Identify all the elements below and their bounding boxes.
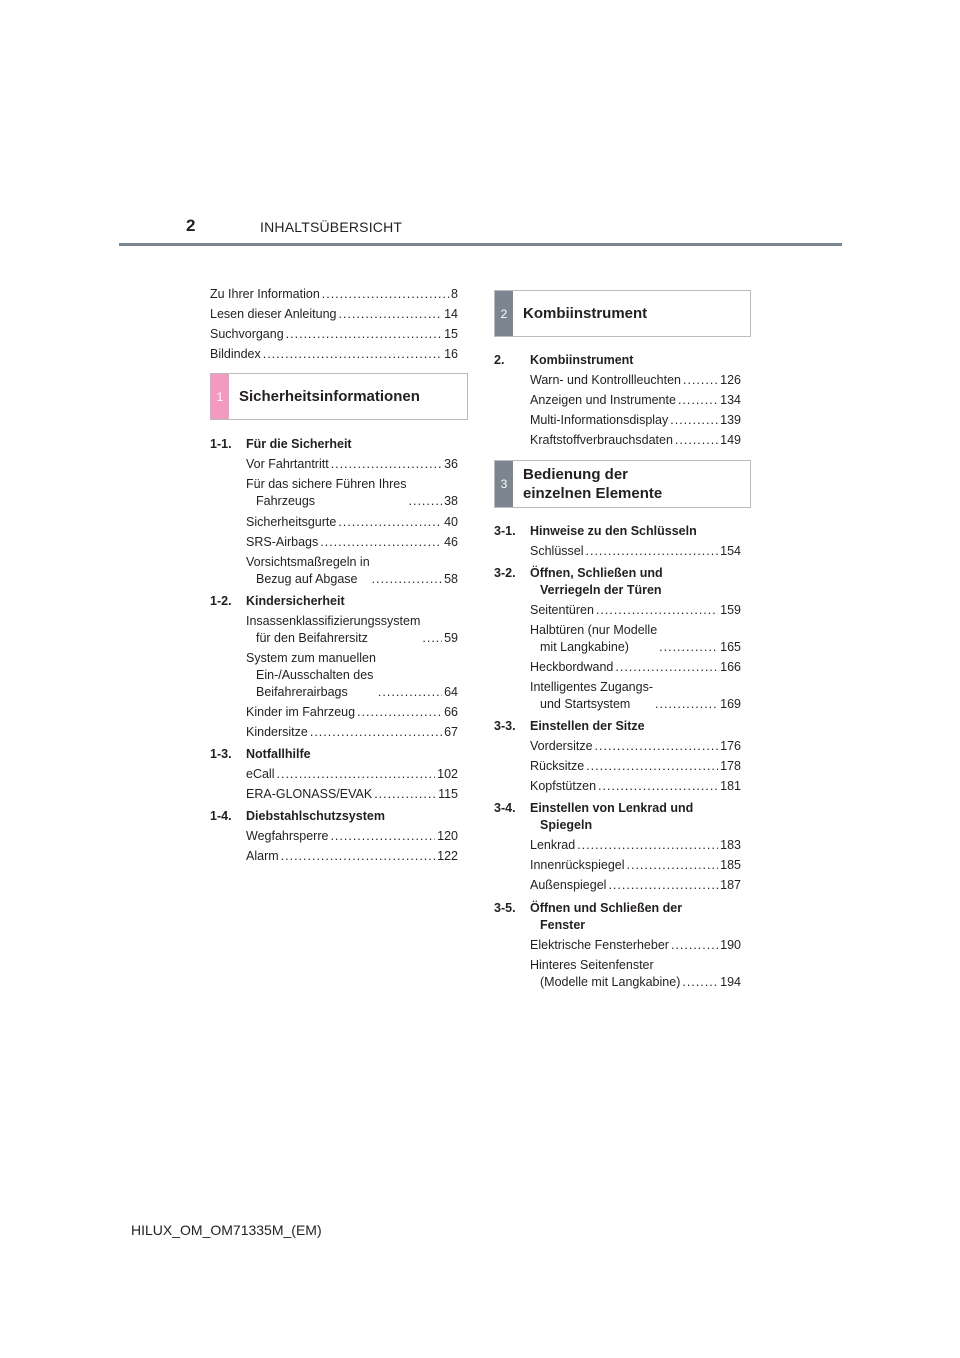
section-heading: 3-5. Öffnen und Schließen der Fenster xyxy=(494,901,683,932)
toc-entry-label: Bildindex xyxy=(210,347,261,361)
toc-entry[interactable]: eCall ..... 102 xyxy=(246,766,458,783)
toc-entry[interactable] xyxy=(210,326,458,343)
section-heading: 2. Kombiinstrument xyxy=(494,353,634,367)
section-heading: 3-2. Öffnen, Schließen und Verriegeln der Türen xyxy=(494,566,663,597)
toc-entry[interactable]: Kraftstoffverbrauchsdaten ..... 149 xyxy=(530,432,741,449)
toc-entry[interactable]: Heckbordwand ..... 166 xyxy=(530,659,741,676)
toc-entry-label: Zu Ihrer Information xyxy=(210,287,320,301)
toc-entry[interactable]: Insassenklassifizierungssystem für den Beifahrersitz ..... 59 xyxy=(246,613,458,647)
toc-entry[interactable]: Seitentüren ..... 159 xyxy=(530,602,741,619)
toc-entry[interactable]: Rücksitze ..... 178 xyxy=(530,758,741,775)
section-heading: 1-2. Kindersicherheit xyxy=(210,594,345,608)
toc-entry-label: Suchvorgang xyxy=(210,327,284,341)
section-heading: 1-1. Für die Sicherheit xyxy=(210,437,352,451)
toc-entry[interactable]: Wegfahrsperre ..... 120 xyxy=(246,828,458,845)
toc-entry[interactable]: Multi-Informationsdisplay ..... 139 xyxy=(530,412,741,429)
header-divider xyxy=(119,243,842,246)
toc-entry-label: Lesen dieser Anleitung xyxy=(210,307,337,321)
toc-entry[interactable]: Kindersitze ..... 67 xyxy=(246,724,458,741)
toc-entry[interactable]: Außenspiegel ..... 187 xyxy=(530,877,741,894)
toc-entry-page: 16 xyxy=(444,347,458,361)
section-heading: 3-1. Hinweise zu den Schlüsseln xyxy=(494,524,697,538)
footer-document-code: HILUX_OM_OM71335M_(EM) xyxy=(131,1222,322,1238)
toc-entry[interactable]: Elektrische Fensterheber ..... 190 xyxy=(530,937,741,954)
toc-entry[interactable]: Für das sichere Führen Ihres Fahrzeugs ..... 38 xyxy=(246,476,458,510)
chapter-tab: 2 xyxy=(495,291,513,336)
toc-entry[interactable]: Intelligentes Zugangs- und Startsystem ..... 169 xyxy=(530,679,741,713)
toc-entry[interactable]: Vorsichtsmaßregeln in Bezug auf Abgase ..... 58 xyxy=(246,554,458,588)
toc-entry[interactable]: SRS-Airbags ..... 46 xyxy=(246,534,458,551)
toc-entry[interactable]: Hinteres Seitenfenster (Modelle mit Langkabine) ..... 194 xyxy=(530,957,741,991)
toc-entry[interactable]: Alarm ..... 122 xyxy=(246,848,458,865)
toc-entry[interactable] xyxy=(210,286,458,303)
section-heading: 1-4. Diebstahlschutzsystem xyxy=(210,809,385,823)
toc-entry[interactable]: Warn- und Kontrollleuchten ..... 126 xyxy=(530,372,741,389)
chapter-title: Kombiinstrument xyxy=(523,305,648,322)
toc-entry[interactable]: Schlüssel ..... 154 xyxy=(530,543,741,560)
toc-entry[interactable]: Kinder im Fahrzeug ..... 66 xyxy=(246,704,458,721)
toc-entry[interactable] xyxy=(210,346,458,363)
toc-entry-page: 14 xyxy=(444,307,458,321)
chapter-tab: 3 xyxy=(495,461,513,507)
toc-entry[interactable]: Kopfstützen ..... 181 xyxy=(530,778,741,795)
chapter-1-heading[interactable] xyxy=(210,373,468,420)
chapter-2-heading[interactable] xyxy=(494,290,751,337)
toc-entry[interactable]: ERA-GLONASS/EVAK ..... 115 xyxy=(246,786,458,803)
toc-entry[interactable]: System zum manuellen Ein-/Ausschalten des Beifahrerairbags ..... 64 xyxy=(246,650,458,701)
toc-entry[interactable]: Innenrückspiegel ..... 185 xyxy=(530,857,741,874)
chapter-3-heading[interactable] xyxy=(494,460,751,508)
toc-entry[interactable]: Lenkrad ..... 183 xyxy=(530,837,741,854)
section-heading: 3-4. Einstellen von Lenkrad und Spiegeln xyxy=(494,801,694,832)
chapter-title: Bedienung der einzelnen Elemente xyxy=(523,466,663,502)
toc-entry-page: 8 xyxy=(451,287,458,301)
page-title: INHALTSÜBERSICHT xyxy=(260,219,403,235)
toc-entry[interactable]: Anzeigen und Instrumente ..... 134 xyxy=(530,392,741,409)
toc-entry[interactable]: Vordersitze ..... 176 xyxy=(530,738,741,755)
page-number: 2 xyxy=(186,216,196,235)
toc-entry[interactable]: Vor Fahrtantritt ..... 36 xyxy=(246,456,458,473)
chapter-title: Sicherheitsinformationen xyxy=(239,388,420,405)
section-heading: 1-3. Notfallhilfe xyxy=(210,747,311,761)
toc-entry[interactable]: Sicherheitsgurte ..... 40 xyxy=(246,514,458,531)
chapter-tab: 1 xyxy=(211,374,229,419)
toc-entry[interactable] xyxy=(210,306,458,323)
toc-entry-page: 15 xyxy=(444,327,458,341)
section-heading: 3-3. Einstellen der Sitze xyxy=(494,719,645,733)
toc-entry[interactable]: Halbtüren (nur Modelle mit Langkabine) ..... 165 xyxy=(530,622,741,656)
